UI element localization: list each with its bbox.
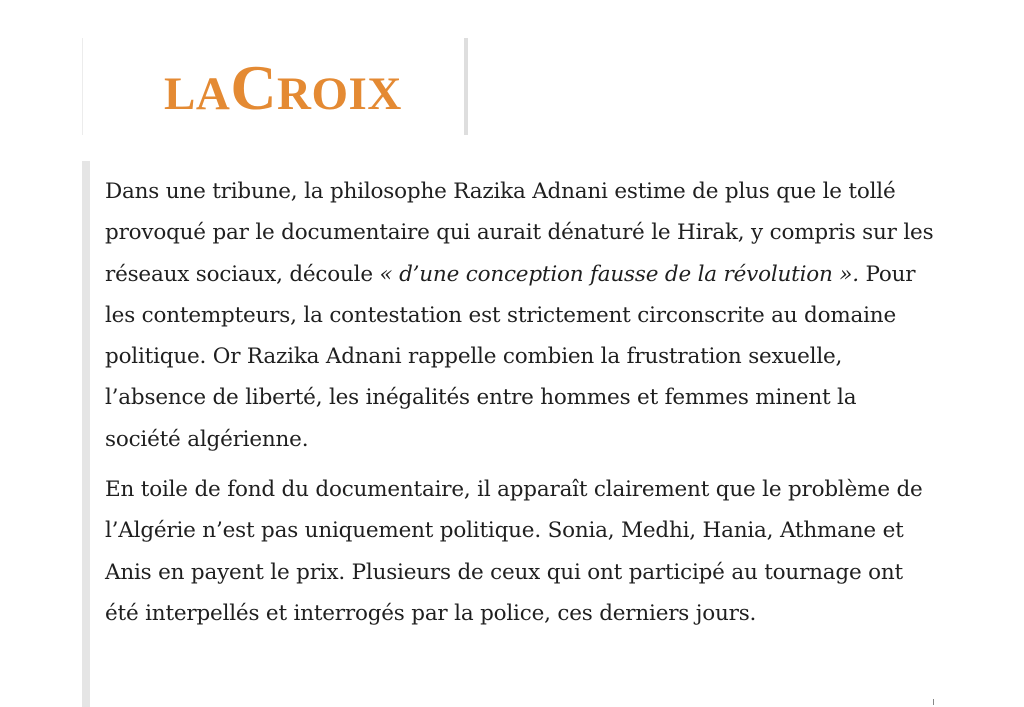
paragraph-1-start: Dans une tribune, la philosophe Razika Adnani estime de plus que le tollé provoqué par le documentaire qui aurait dénaturé le Hirak, y compris sur les réseaux sociaux, découle <box>105 179 934 287</box>
masthead <box>82 38 468 135</box>
article-body <box>105 171 935 643</box>
article-excerpt <box>82 161 942 707</box>
paragraph-1 <box>105 171 935 460</box>
paragraph-2: En toile de fond du documentaire, il apparaît clairement que le problème de l’Algérie n’est pas uniquement politique. Sonia, Medhi, Hania, Athmane et Anis en payent le prix. Plusieurs de ceux qui ont participé au tournage ont été interpellés et interrogés par la police, ces derniers jours. <box>105 477 923 626</box>
logo-letter: A <box>195 68 231 120</box>
logo-letter: L <box>164 68 196 120</box>
paragraph-1-quote: « d’une conception fausse de la révolution ». <box>379 261 859 287</box>
logo-letters: ROIX <box>277 68 402 120</box>
logo-letter: C <box>230 52 278 123</box>
paragraph-1-end: Pour les contempteurs, la contestation est strictement circonscrite au domaine politique. Or Razika Adnani rappelle combien la frustration sexuelle, l’absence de liberté, les inégalités entre hommes et femmes minent la société algérienne. <box>105 261 916 452</box>
divider-tick <box>933 699 934 705</box>
la-croix-logo[interactable] <box>164 52 402 123</box>
